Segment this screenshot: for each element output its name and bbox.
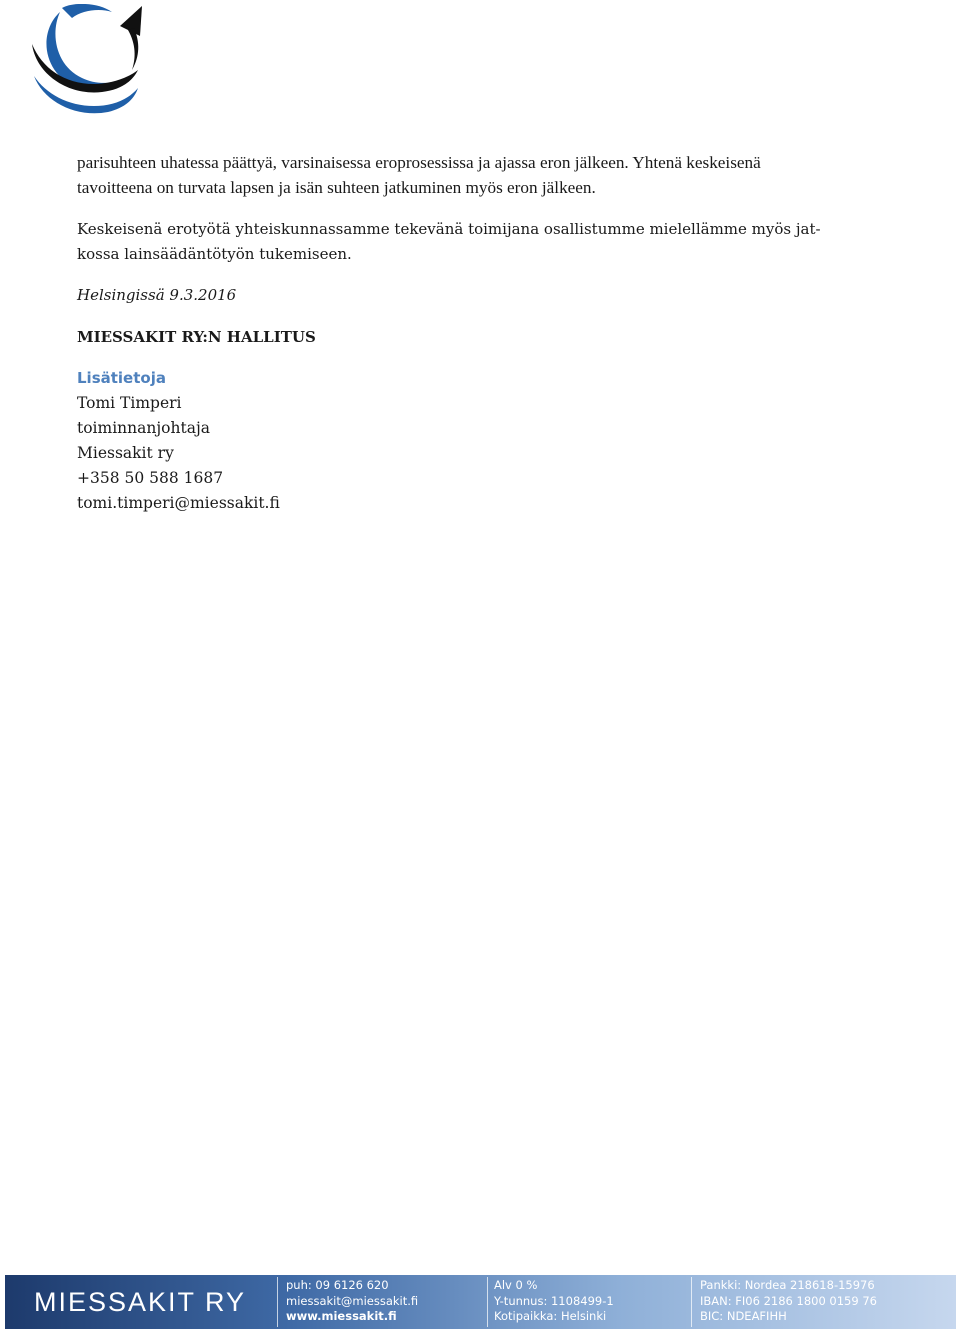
paragraph-1-line-1: parisuhteen uhatessa päättyä, varsinaisessa eroprosessissa ja ajassa eron jälkeen. Yhtenä keskeisenä bbox=[77, 153, 761, 172]
signature: MIESSAKIT RY:N HALLITUS bbox=[77, 328, 316, 346]
paragraph-2-line-2: kossa lainsäädäntötyön tukemiseen. bbox=[77, 245, 352, 263]
footer-domicile: Kotipaikka: Helsinki bbox=[494, 1309, 607, 1323]
footer-company-column bbox=[494, 1278, 614, 1325]
footer-iban: IBAN: FI06 2186 1800 0159 76 bbox=[700, 1293, 877, 1308]
footer-website-link[interactable]: www.miessakit.fi bbox=[286, 1309, 397, 1323]
page-footer bbox=[5, 1275, 956, 1329]
footer-email[interactable]: miessakit@miessakit.fi bbox=[286, 1293, 419, 1308]
footer-brand: MIESSAKIT RY bbox=[34, 1287, 247, 1317]
miessakit-logo-icon bbox=[28, 4, 144, 118]
contact-block bbox=[77, 391, 280, 516]
contact-phone: +358 50 588 1687 bbox=[77, 469, 224, 487]
footer-divider bbox=[487, 1277, 488, 1327]
footer-bank-column bbox=[700, 1278, 877, 1325]
footer-vat: Alv 0 % bbox=[494, 1278, 538, 1292]
paragraph-1-line-2: tavoitteena on turvata lapsen ja isän suhteen jatkuminen myös eron jälkeen. bbox=[77, 178, 596, 197]
contact-organization: Miessakit ry bbox=[77, 444, 174, 462]
contact-email[interactable]: tomi.timperi@miessakit.fi bbox=[77, 494, 280, 512]
contact-title: toiminnanjohtaja bbox=[77, 419, 210, 437]
place-date: Helsingissä 9.3.2016 bbox=[77, 286, 237, 304]
paragraph-2-line-1: Keskeisenä erotyötä yhteiskunnassamme tekevänä toimijana osallistumme mielellämme myös jat- bbox=[77, 220, 821, 238]
footer-bank: Pankki: Nordea 218618-15976 bbox=[700, 1278, 875, 1292]
footer-phone: puh: 09 6126 620 bbox=[286, 1278, 389, 1292]
contact-heading: Lisätietoja bbox=[77, 369, 166, 387]
footer-business-id: Y-tunnus: 1108499-1 bbox=[494, 1293, 614, 1308]
footer-bic: BIC: NDEAFIHH bbox=[700, 1309, 787, 1323]
paragraph-1 bbox=[77, 150, 761, 200]
footer-divider bbox=[277, 1277, 278, 1327]
contact-name: Tomi Timperi bbox=[77, 394, 182, 412]
footer-divider bbox=[691, 1277, 692, 1327]
footer-contact-column bbox=[286, 1278, 418, 1325]
paragraph-2 bbox=[77, 217, 821, 267]
